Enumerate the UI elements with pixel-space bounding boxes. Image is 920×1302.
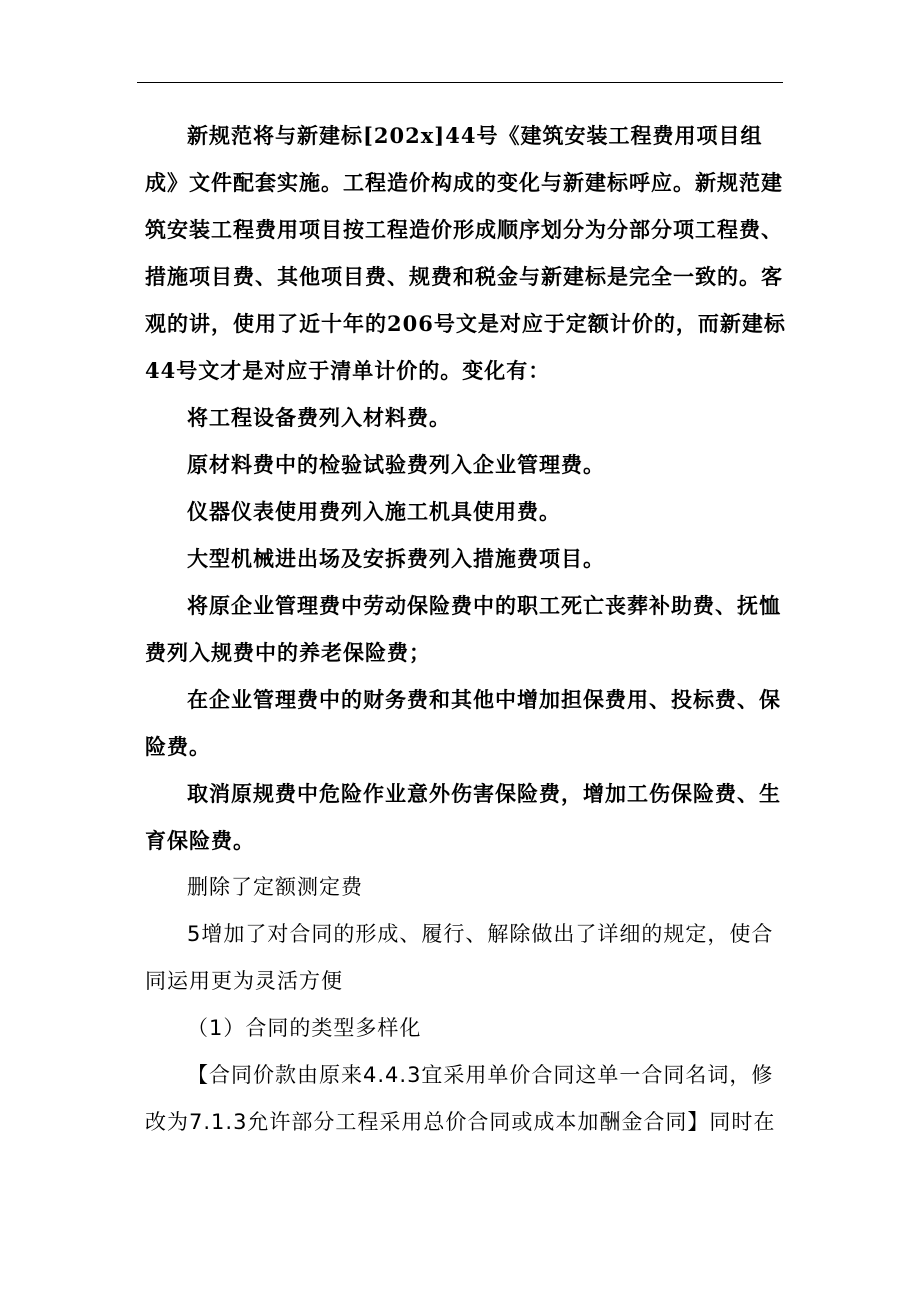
paragraph-change-7: 取消原规费中危险作业意外伤害保险费，增加工伤保险费、生育保险费。 xyxy=(145,781,781,853)
paragraph-change-3: 仪器仪表使用费列入施工机具使用费。 xyxy=(187,499,561,524)
paragraph-intro: 新规范将与新建标[202x]44号《建筑安装工程费用项目组成》文件配套实施。工程造价构成的变化与新建标呼应。新规范建筑安装工程费用项目按工程造价形成顺序划分为分部分项工程费、措施项目费、其他项目费、规费和税金与新建标是完全一致的。客观的讲，使用了近十年的206号文是对应于定额计价的，而新建标44号文才是对应于清单计价的。变化有： xyxy=(145,123,786,383)
paragraph-subsection-1: （1）合同的类型多样化 xyxy=(187,1016,422,1040)
paragraph-contract-price: 【合同价款由原来4.4.3宜采用单价合同这单一合同名词，修改为7.1.3允许部分工程采用总价合同或成本加酬金合同】同时在 xyxy=(145,1063,776,1134)
paragraph-change-5: 将原企业管理费中劳动保险费中的职工死亡丧葬补助费、抚恤费列入规费中的养老保险费； xyxy=(145,593,781,665)
paragraph-change-4: 大型机械进出场及安拆费列入措施费项目。 xyxy=(187,546,605,571)
paragraph-change-2: 原材料费中的检验试验费列入企业管理费。 xyxy=(187,452,605,477)
paragraph-change-1: 将工程设备费列入材料费。 xyxy=(187,405,451,430)
paragraph-change-6: 在企业管理费中的财务费和其他中增加担保费用、投标费、保险费。 xyxy=(145,687,781,759)
paragraph-change-8: 删除了定额测定费 xyxy=(187,875,363,899)
header-rule xyxy=(137,82,783,83)
paragraph-section-5: 5增加了对合同的形成、履行、解除做出了详细的规定，使合同运用更为灵活方便 xyxy=(145,922,774,993)
document-body xyxy=(145,112,793,1146)
